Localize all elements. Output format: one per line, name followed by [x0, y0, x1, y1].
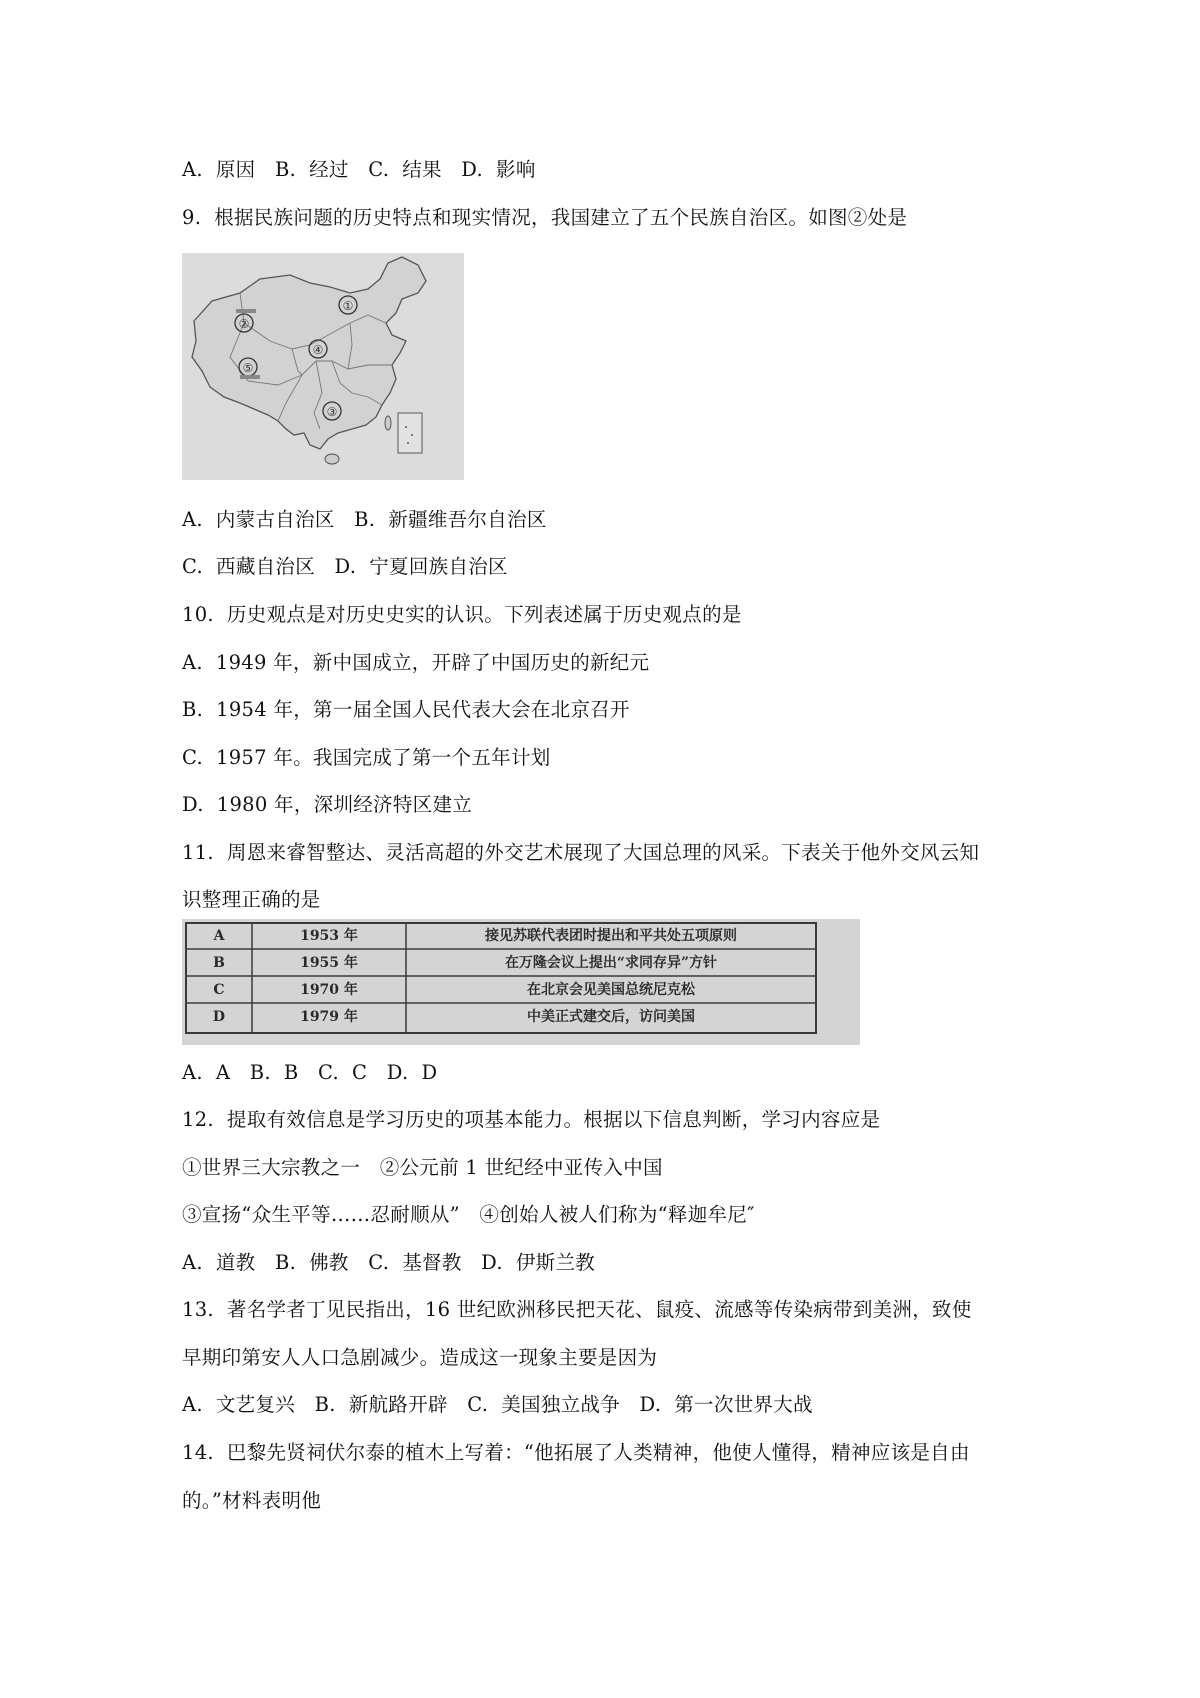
q14-stem-line2: 的。”材料表明他 [182, 1489, 322, 1512]
q11-table-row [182, 924, 860, 949]
q11-options: A. A B. B C. C D. D [182, 1061, 438, 1084]
map-label-4: ④ [312, 343, 324, 357]
q11-table-row [182, 951, 860, 976]
q11-table-row [182, 1005, 860, 1030]
q11-table [182, 919, 860, 1045]
q9-options-line1: A. 内蒙古自治区 B. 新疆维吾尔自治区 [182, 508, 547, 531]
map-label-3: ③ [326, 405, 338, 419]
q10-option-a: A. 1949 年，新中国成立，开辟了中国历史的新纪元 [182, 651, 650, 674]
q8-options: A. 原因 B. 经过 C. 结果 D. 影响 [182, 158, 536, 181]
q13-stem-line2: 早期印第安人人口急剧减少。造成这一现象主要是因为 [182, 1346, 658, 1369]
q12-options: A. 道教 B. 佛教 C. 基督教 D. 伊斯兰教 [182, 1251, 596, 1274]
q10-option-d: D. 1980 年，深圳经济特区建立 [182, 793, 473, 816]
q9-stem: 9. 根据民族问题的历史特点和现实情况，我国建立了五个民族自治区。如图②处是 [182, 206, 908, 229]
china-map-image [182, 253, 464, 480]
q11-stem-line2: 识整理正确的是 [182, 888, 321, 911]
q10-option-b: B. 1954 年，第一届全国人民代表大会在北京召开 [182, 698, 630, 721]
q11-row-year: 1953 年 [300, 928, 358, 944]
q14-stem-line1: 14. 巴黎先贤祠伏尔泰的植木上写着：“他拓展了人类精神，他使人懂得，精神应该是自由 [182, 1441, 970, 1464]
q11-row-letter: D [212, 1009, 226, 1025]
map-label-1: ① [342, 299, 354, 313]
q9-options-line2: C. 西藏自治区 D. 宁夏回族自治区 [182, 555, 508, 578]
q11-row-event: 在北京会见美国总统尼克松 [527, 982, 695, 998]
map-label-5: ⑤ [242, 361, 254, 375]
q11-table-row [182, 978, 860, 1003]
q11-row-year: 1979 年 [300, 1009, 358, 1025]
q11-row-letter: B [213, 955, 225, 971]
q11-row-event: 中美正式建交后，访问美国 [527, 1009, 695, 1025]
q10-stem: 10. 历史观点是对历史史实的认识。下列表述属于历史观点的是 [182, 603, 742, 626]
q12-info-line1: ①世界三大宗教之一 ②公元前 1 世纪经中亚传入中国 [182, 1156, 663, 1179]
q11-row-event: 接见苏联代表团时提出和平共处五项原则 [485, 928, 737, 944]
q11-row-year: 1970 年 [300, 982, 358, 998]
q11-row-event: 在万隆会议上提出“求同存异”方针 [504, 955, 718, 971]
map-label-2: ② [238, 317, 250, 331]
q10-option-c: C. 1957 年。我国完成了第一个五年计划 [182, 746, 551, 769]
q11-stem-line1: 11. 周恩来睿智整达、灵活高超的外交艺术展现了大国总理的风采。下表关于他外交风云知 [182, 841, 980, 864]
china-map-figure [182, 253, 464, 480]
q12-stem: 12. 提取有效信息是学习历史的项基本能力。根据以下信息判断，学习内容应是 [182, 1108, 881, 1131]
q11-row-letter: A [213, 928, 225, 944]
q13-stem-line1: 13. 著名学者丁见民指出，16 世纪欧洲移民把天花、鼠疫、流感等传染病带到美洲，致使 [182, 1298, 972, 1321]
q12-info-line2: ③宣扬“众生平等……忍耐顺从” ④创始人被人们称为“释迦牟尼″ [182, 1203, 755, 1226]
q13-options: A. 文艺复兴 B. 新航路开辟 C. 美国独立战争 D. 第一次世界大战 [182, 1393, 813, 1416]
q11-row-letter: C [213, 982, 225, 998]
q11-row-year: 1955 年 [300, 955, 358, 971]
